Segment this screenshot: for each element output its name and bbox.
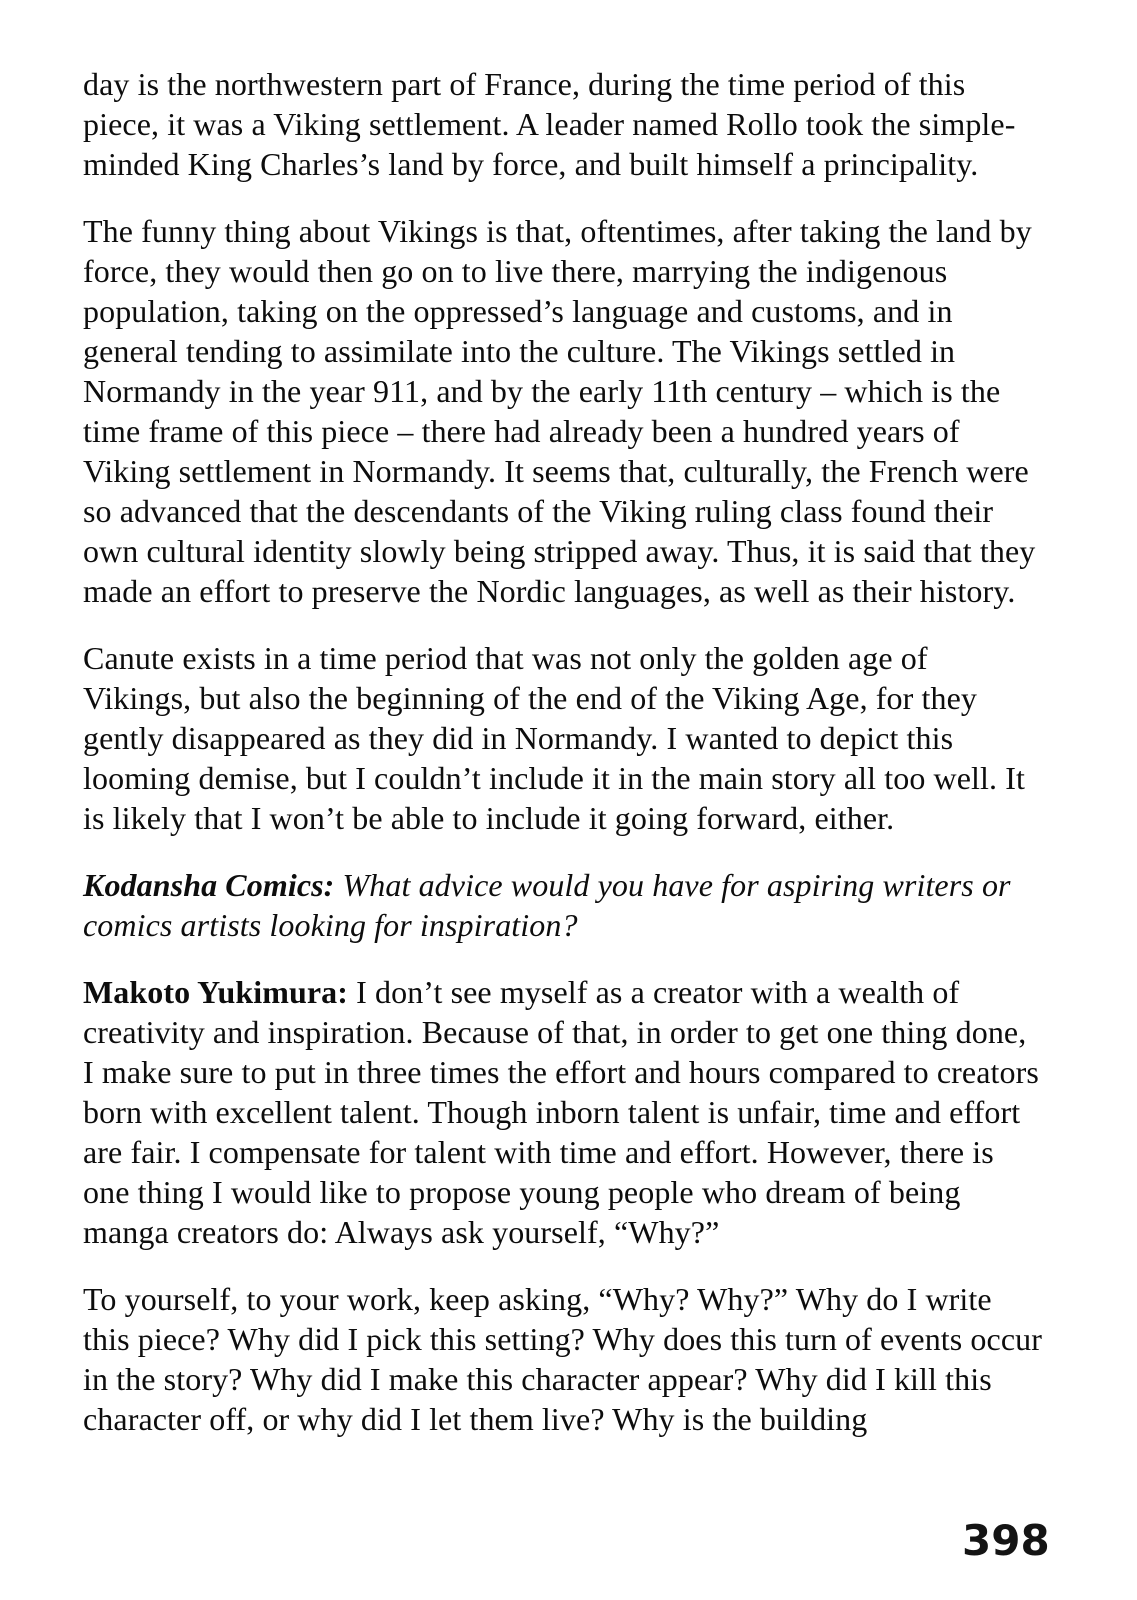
interviewer-name-label: Kodansha Comics:: [83, 867, 343, 903]
paragraph-continuation: day is the northwestern part of France, during the time period of this piece, it was a Viking settlement. A leader named Rollo took the simple-minded King Charles’s land by force, and built himself a principality.: [83, 66, 1016, 182]
question-text: What advice would you have for aspiring writers or comics artists looking for inspiration?: [83, 867, 1011, 943]
paragraph-vikings-normandy: The funny thing about Vikings is that, oftentimes, after taking the land by force, they would then go on to live there, marrying the indigenous population, taking on the oppressed’s language and customs, and in general tending to assimilate into the culture. The Vikings settled in Normandy in the year 911, and by the early 11th century – which is the time frame of this piece – there had already been a hundred years of Viking settlement in Normandy. It seems that, culturally, the French were so advanced that the descendants of the Viking ruling class found their own cultural identity slowly being stripped away. Thus, it is said that they made an effort to preserve the Nordic languages, as well as their history.: [83, 213, 1036, 609]
interviewer-question: [83, 865, 1043, 945]
interview-text-block: [83, 64, 1043, 1466]
paragraph-ask-why: To yourself, to your work, keep asking, “Why? Why?” Why do I write this piece? Why did I pick this setting? Why does this turn of events occur in the story? Why did I make this character appear? Why did I kill this character off, or why did I let them live? Why is the building: [83, 1281, 1042, 1437]
interviewee-name-label: Makoto Yukimura:: [83, 974, 357, 1010]
page-number: 398: [962, 1516, 1050, 1565]
answer-text: I don’t see myself as a creator with a wealth of creativity and inspiration. Because of that, in order to get one thing done, I make sure to put in three times the effort and hours compared to creators born with excellent talent. Though inborn talent is unfair, time and effort are fair. I compensate for talent with time and effort. However, there is one thing I would like to propose young people who dream of being manga creators do: Always ask yourself, “Why?”: [83, 974, 1039, 1250]
interviewee-answer: [83, 972, 1043, 1252]
paragraph-canute-era: Canute exists in a time period that was not only the golden age of Vikings, but also the beginning of the end of the Viking Age, for they gently disappeared as they did in Normandy. I wanted to depict this looming demise, but I couldn’t include it in the main story all too well. It is likely that I won’t be able to include it going forward, either.: [83, 640, 1025, 836]
